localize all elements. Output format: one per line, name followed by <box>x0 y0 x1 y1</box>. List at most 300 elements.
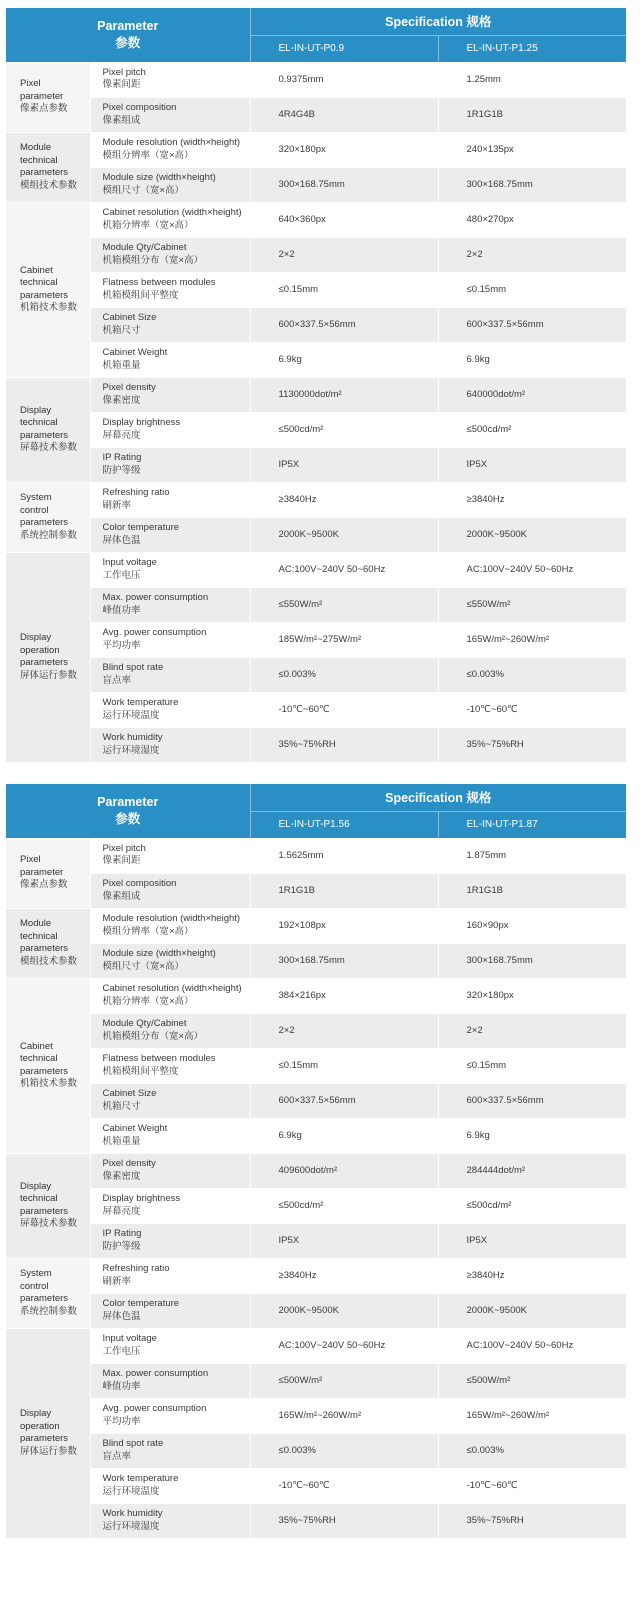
param-name <box>90 272 250 307</box>
group-label-line: Module <box>20 918 52 929</box>
param-name-cn: 工作电压 <box>102 569 141 581</box>
model-header: EL-IN-UT-P1.25 <box>438 35 626 62</box>
table-row <box>6 237 626 272</box>
param-value: 384×216px <box>250 978 438 1013</box>
param-value: 600×337.5×56mm <box>438 307 626 342</box>
group-label-line: parameters <box>20 657 69 668</box>
param-value: ≥3840Hz <box>438 482 626 517</box>
group-label <box>6 202 90 377</box>
table-row <box>6 727 626 762</box>
param-name-en: Flatness between modules <box>102 277 216 288</box>
group-label-line: parameter <box>20 90 64 102</box>
param-value: 1R1G1B <box>438 97 626 132</box>
param-name-en: Pixel pitch <box>102 66 146 78</box>
param-value: 1R1G1B <box>250 873 438 908</box>
param-name-en: Avg. power consumption <box>102 627 207 638</box>
param-name-en: Cabinet Size <box>102 312 157 323</box>
param-name-en: Blind spot rate <box>102 1438 164 1449</box>
param-value: 0.9375mm <box>250 62 438 97</box>
param-name-cn: 机箱模组间平整度 <box>102 1065 179 1077</box>
group-label-line: Module <box>20 142 52 153</box>
group-label-line: Cabinet <box>20 1040 53 1052</box>
param-value: IP5X <box>438 447 626 482</box>
table-row <box>6 657 626 692</box>
param-name-en: Cabinet resolution (width×height) <box>102 983 242 994</box>
param-value: -10℃~60℃ <box>438 692 626 727</box>
param-value: IP5X <box>250 447 438 482</box>
param-name-en: Cabinet Weight <box>102 1123 168 1134</box>
param-name-cn: 峰值功率 <box>102 604 141 616</box>
group-label-line: 系统控制参数 <box>20 529 78 541</box>
param-value: ≤0.15mm <box>438 1048 626 1083</box>
group-label <box>6 1153 90 1258</box>
param-value: IP5X <box>250 1223 438 1258</box>
parameter-header-en: Parameter <box>97 795 159 809</box>
group-label-line: technical <box>20 277 58 288</box>
param-value: ≤550W/m² <box>250 587 438 622</box>
param-name <box>90 1118 250 1153</box>
param-name <box>90 202 250 237</box>
param-value: ≤0.15mm <box>250 272 438 307</box>
param-value: 640000dot/m² <box>438 377 626 412</box>
param-value: AC:100V~240V 50~60Hz <box>250 552 438 587</box>
group-label-line: operation <box>20 1420 60 1432</box>
group-label-line: parameters <box>20 1433 69 1444</box>
param-name-cn: 防护等级 <box>102 464 141 476</box>
param-value: ≤500cd/m² <box>438 1188 626 1223</box>
param-name <box>90 1188 250 1223</box>
param-value: 284444dot/m² <box>438 1153 626 1188</box>
param-value: 6.9kg <box>438 342 626 377</box>
param-name <box>90 587 250 622</box>
param-name-en: Refreshing ratio <box>102 1263 170 1274</box>
param-name <box>90 62 250 97</box>
param-name <box>90 1258 250 1293</box>
param-name-cn: 像素间距 <box>102 79 141 91</box>
param-name <box>90 1503 250 1538</box>
table-row <box>6 202 626 237</box>
group-label-line: Display <box>20 632 52 643</box>
param-value: ≤500cd/m² <box>250 412 438 447</box>
param-name-en: Max. power consumption <box>102 592 209 603</box>
group-label-line: parameter <box>20 866 64 878</box>
param-name-cn: 机箱重量 <box>102 1135 141 1147</box>
group-label <box>6 377 90 482</box>
param-value: ≤0.003% <box>250 1433 438 1468</box>
table-row <box>6 167 626 202</box>
param-value: 2×2 <box>438 1013 626 1048</box>
param-name <box>90 517 250 552</box>
param-name <box>90 552 250 587</box>
table-row <box>6 1258 626 1293</box>
param-name-cn: 模组尺寸（宽×高） <box>102 184 185 196</box>
group-label-line: Display <box>20 1180 52 1192</box>
group-label <box>6 908 90 978</box>
param-name-en: Pixel density <box>102 382 156 393</box>
param-name <box>90 908 250 943</box>
param-name-cn: 屏幕亮度 <box>102 1205 141 1217</box>
param-value: ≤0.15mm <box>250 1048 438 1083</box>
group-label-line: parameters <box>20 1205 69 1217</box>
param-name-cn: 机箱模组间平整度 <box>102 289 179 301</box>
group-label-line: Cabinet <box>20 264 53 276</box>
group-label-line: parameters <box>20 517 69 528</box>
param-value: 1.25mm <box>438 62 626 97</box>
param-name-cn: 屏体色温 <box>102 1310 141 1322</box>
model-header: EL-IN-UT-P1.56 <box>250 811 438 838</box>
param-name-en: Max. power consumption <box>102 1368 209 1379</box>
param-value: ≤0.003% <box>438 657 626 692</box>
param-name <box>90 1433 250 1468</box>
param-value: 2000K~9500K <box>250 517 438 552</box>
param-name-en: Cabinet Size <box>102 1088 157 1099</box>
param-name-cn: 工作电压 <box>102 1345 141 1357</box>
param-name-cn: 机箱分辨率（宽×高） <box>102 995 194 1007</box>
param-value: ≤0.15mm <box>438 272 626 307</box>
param-value: 1.5625mm <box>250 838 438 873</box>
param-name-en: IP Rating <box>102 1228 142 1239</box>
param-name-en: Pixel pitch <box>102 842 146 854</box>
parameter-header-cn: 参数 <box>115 812 141 826</box>
group-label <box>6 482 90 552</box>
param-name-en: Pixel density <box>102 1158 156 1169</box>
table-row <box>6 692 626 727</box>
group-label-line: parameters <box>20 1293 69 1304</box>
parameter-header <box>6 784 250 838</box>
param-name <box>90 412 250 447</box>
table-row <box>6 838 626 873</box>
param-name-en: IP Rating <box>102 452 142 463</box>
param-value: 300×168.75mm <box>250 943 438 978</box>
specification-header: Specification 规格 <box>250 8 626 35</box>
param-value: 160×90px <box>438 908 626 943</box>
parameter-header-cn: 参数 <box>115 36 141 50</box>
param-name-en: Module resolution (width×height) <box>102 913 241 924</box>
param-name-cn: 平均功率 <box>102 639 141 651</box>
group-label-line: technical <box>20 154 58 166</box>
param-name <box>90 1153 250 1188</box>
group-label-line: 系统控制参数 <box>20 1305 78 1317</box>
param-name-cn: 盲点率 <box>102 674 132 686</box>
param-name-cn: 运行环境湿度 <box>102 1520 160 1532</box>
table-row <box>6 342 626 377</box>
param-name <box>90 342 250 377</box>
table-row <box>6 1293 626 1328</box>
group-label-line: parameters <box>20 943 69 954</box>
param-name-en: Pixel composition <box>102 102 177 113</box>
param-name <box>90 978 250 1013</box>
param-name-en: Color temperature <box>102 522 180 533</box>
param-name-en: Module resolution (width×height) <box>102 137 241 148</box>
table-row <box>6 908 626 943</box>
param-value: -10℃~60℃ <box>438 1468 626 1503</box>
param-value: IP5X <box>438 1223 626 1258</box>
param-value: 2×2 <box>250 237 438 272</box>
param-name <box>90 132 250 167</box>
param-name-cn: 运行环境湿度 <box>102 744 160 756</box>
param-name-cn: 刷新率 <box>102 1275 132 1287</box>
spec-table-2 <box>6 784 626 1539</box>
group-label-line: 屏幕技术参数 <box>20 1218 78 1229</box>
param-name-cn: 像素组成 <box>102 114 141 126</box>
group-label-line: 模组技术参数 <box>20 955 78 967</box>
param-name <box>90 838 250 873</box>
param-value: 300×168.75mm <box>438 943 626 978</box>
table-row <box>6 622 626 657</box>
param-name-en: Work humidity <box>102 732 163 743</box>
group-label <box>6 978 90 1153</box>
group-label <box>6 1328 90 1538</box>
param-name <box>90 307 250 342</box>
param-name <box>90 727 250 762</box>
param-value: 600×337.5×56mm <box>250 307 438 342</box>
param-value: 240×135px <box>438 132 626 167</box>
param-name-cn: 机箱重量 <box>102 359 141 371</box>
table-row <box>6 943 626 978</box>
table-row <box>6 412 626 447</box>
param-name-en: Module Qty/Cabinet <box>102 1018 187 1029</box>
param-value: ≤500W/m² <box>438 1363 626 1398</box>
group-label-line: parameters <box>20 429 69 441</box>
param-name-en: Work temperature <box>102 697 179 708</box>
param-name-en: Work humidity <box>102 1508 163 1519</box>
param-value: AC:100V~240V 50~60Hz <box>438 552 626 587</box>
param-value: 2000K~9500K <box>250 1293 438 1328</box>
model-header: EL-IN-UT-P0.9 <box>250 35 438 62</box>
parameter-header <box>6 8 250 62</box>
param-value: 192×108px <box>250 908 438 943</box>
table-row <box>6 1363 626 1398</box>
table-row <box>6 132 626 167</box>
param-name <box>90 1083 250 1118</box>
param-value: 1130000dot/m² <box>250 377 438 412</box>
param-name-en: Module size (width×height) <box>102 172 216 183</box>
param-value: AC:100V~240V 50~60Hz <box>250 1328 438 1363</box>
param-name <box>90 1013 250 1048</box>
param-name-cn: 机箱模组分布（宽×高） <box>102 254 204 266</box>
group-label-line: Pixel <box>20 854 41 865</box>
param-name-en: Display brightness <box>102 1193 181 1204</box>
param-name-en: Work temperature <box>102 1473 179 1484</box>
param-value: ≥3840Hz <box>438 1258 626 1293</box>
param-value: 2×2 <box>438 237 626 272</box>
group-label <box>6 1258 90 1328</box>
param-name-cn: 像素密度 <box>102 1170 141 1182</box>
param-value: 165W/m²~260W/m² <box>438 622 626 657</box>
param-value: 2000K~9500K <box>438 517 626 552</box>
param-name <box>90 1468 250 1503</box>
param-name-cn: 运行环境温度 <box>102 1485 160 1497</box>
param-name-cn: 平均功率 <box>102 1415 141 1427</box>
param-name-cn: 像素间距 <box>102 855 141 867</box>
table-row <box>6 1153 626 1188</box>
param-value: 2×2 <box>250 1013 438 1048</box>
param-name-cn: 机箱模组分布（宽×高） <box>102 1030 204 1042</box>
table-row <box>6 1083 626 1118</box>
parameter-header-en: Parameter <box>97 19 159 33</box>
group-label <box>6 552 90 762</box>
specification-header: Specification 规格 <box>250 784 626 811</box>
param-value: 35%~75%RH <box>250 1503 438 1538</box>
param-name-cn: 像素组成 <box>102 890 141 902</box>
param-value: -10℃~60℃ <box>250 1468 438 1503</box>
group-label-line: Display <box>20 404 52 416</box>
group-label-line: technical <box>20 1193 58 1204</box>
param-name <box>90 657 250 692</box>
param-name-cn: 运行环境温度 <box>102 709 160 721</box>
group-label-line: technical <box>20 417 58 428</box>
table-row <box>6 873 626 908</box>
param-value: 6.9kg <box>250 1118 438 1153</box>
param-name-cn: 模组分辨率（宽×高） <box>102 925 194 937</box>
group-label-line: 屏体运行参数 <box>20 669 78 681</box>
param-name-cn: 机箱尺寸 <box>102 324 141 336</box>
group-label-line: control <box>20 504 49 516</box>
param-name-en: Module Qty/Cabinet <box>102 242 187 253</box>
param-name-en: Refreshing ratio <box>102 487 170 498</box>
param-name <box>90 943 250 978</box>
param-name-en: Blind spot rate <box>102 662 164 673</box>
param-name <box>90 482 250 517</box>
group-label-line: parameters <box>20 167 69 178</box>
table-row <box>6 62 626 97</box>
param-value: 640×360px <box>250 202 438 237</box>
table-row <box>6 587 626 622</box>
table-row <box>6 272 626 307</box>
param-name <box>90 237 250 272</box>
param-name-cn: 防护等级 <box>102 1240 141 1252</box>
param-name-en: Input voltage <box>102 557 157 568</box>
table-row <box>6 1048 626 1083</box>
param-value: 1.875mm <box>438 838 626 873</box>
table-row <box>6 517 626 552</box>
group-label-line: 像素点参数 <box>20 879 68 890</box>
param-name <box>90 1398 250 1433</box>
param-value: ≤0.003% <box>250 657 438 692</box>
table-row <box>6 1503 626 1538</box>
param-value: 600×337.5×56mm <box>438 1083 626 1118</box>
param-name-en: Flatness between modules <box>102 1053 216 1064</box>
param-name <box>90 1293 250 1328</box>
param-value: 600×337.5×56mm <box>250 1083 438 1118</box>
param-name-cn: 机箱分辨率（宽×高） <box>102 219 194 231</box>
param-value: 35%~75%RH <box>438 1503 626 1538</box>
param-name <box>90 622 250 657</box>
param-value: 320×180px <box>250 132 438 167</box>
param-value: 2000K~9500K <box>438 1293 626 1328</box>
param-name <box>90 1363 250 1398</box>
param-value: 480×270px <box>438 202 626 237</box>
spec-table-body <box>6 62 626 762</box>
table-row <box>6 307 626 342</box>
param-value: 320×180px <box>438 978 626 1013</box>
param-value: ≤500W/m² <box>250 1363 438 1398</box>
table-row <box>6 482 626 517</box>
param-value: 165W/m²~260W/m² <box>438 1398 626 1433</box>
param-value: ≤550W/m² <box>438 587 626 622</box>
param-name-cn: 峰值功率 <box>102 1380 141 1392</box>
param-value: -10℃~60℃ <box>250 692 438 727</box>
param-value: ≤0.003% <box>438 1433 626 1468</box>
param-value: 6.9kg <box>250 342 438 377</box>
param-name-cn: 刷新率 <box>102 499 132 511</box>
param-name <box>90 167 250 202</box>
param-value: 300×168.75mm <box>250 167 438 202</box>
param-name <box>90 1048 250 1083</box>
group-label-line: 屏幕技术参数 <box>20 442 78 453</box>
param-name-en: Module size (width×height) <box>102 948 216 959</box>
param-value: ≥3840Hz <box>250 482 438 517</box>
group-label <box>6 62 90 132</box>
param-value: AC:100V~240V 50~60Hz <box>438 1328 626 1363</box>
group-label-line: System <box>20 1268 52 1279</box>
group-label-line: control <box>20 1280 49 1292</box>
param-name-cn: 屏幕亮度 <box>102 429 141 441</box>
param-name-en: Cabinet resolution (width×height) <box>102 207 242 218</box>
param-name-cn: 像素密度 <box>102 394 141 406</box>
param-value: 185W/m²~275W/m² <box>250 622 438 657</box>
spec-table-1 <box>6 8 626 763</box>
param-name-en: Color temperature <box>102 1298 180 1309</box>
param-name-cn: 模组分辨率（宽×高） <box>102 149 194 161</box>
group-label <box>6 132 90 202</box>
group-label-line: Display <box>20 1408 52 1419</box>
group-label-line: operation <box>20 644 60 656</box>
param-value: ≤500cd/m² <box>438 412 626 447</box>
model-header: EL-IN-UT-P1.87 <box>438 811 626 838</box>
param-value: 6.9kg <box>438 1118 626 1153</box>
param-value: 35%~75%RH <box>438 727 626 762</box>
param-value: 409600dot/m² <box>250 1153 438 1188</box>
group-label-line: parameters <box>20 1065 69 1077</box>
param-value: 35%~75%RH <box>250 727 438 762</box>
group-label-line: 机箱技术参数 <box>20 1078 78 1089</box>
spec-table-body <box>6 838 626 1538</box>
table-row <box>6 1118 626 1153</box>
param-name <box>90 377 250 412</box>
table-row <box>6 552 626 587</box>
table-row <box>6 447 626 482</box>
param-name-en: Input voltage <box>102 1333 157 1344</box>
param-name-cn: 屏体色温 <box>102 534 141 546</box>
param-name <box>90 97 250 132</box>
param-name-en: Pixel composition <box>102 878 177 889</box>
group-label-line: Pixel <box>20 78 41 89</box>
param-value: ≥3840Hz <box>250 1258 438 1293</box>
group-label-line: parameters <box>20 289 69 301</box>
table-row <box>6 1433 626 1468</box>
param-name-cn: 机箱尺寸 <box>102 1100 141 1112</box>
table-row <box>6 377 626 412</box>
table-row <box>6 1398 626 1433</box>
param-name <box>90 447 250 482</box>
param-name-cn: 盲点率 <box>102 1450 132 1462</box>
param-name-en: Display brightness <box>102 417 181 428</box>
param-value: 165W/m²~260W/m² <box>250 1398 438 1433</box>
param-name-en: Avg. power consumption <box>102 1403 207 1414</box>
param-value: ≤500cd/m² <box>250 1188 438 1223</box>
table-row <box>6 1013 626 1048</box>
param-name <box>90 873 250 908</box>
param-value: 4R4G4B <box>250 97 438 132</box>
group-label <box>6 838 90 908</box>
param-name <box>90 1223 250 1258</box>
table-row <box>6 97 626 132</box>
table-row <box>6 978 626 1013</box>
group-label-line: 屏体运行参数 <box>20 1445 78 1457</box>
param-name-cn: 模组尺寸（宽×高） <box>102 960 185 972</box>
table-row <box>6 1188 626 1223</box>
